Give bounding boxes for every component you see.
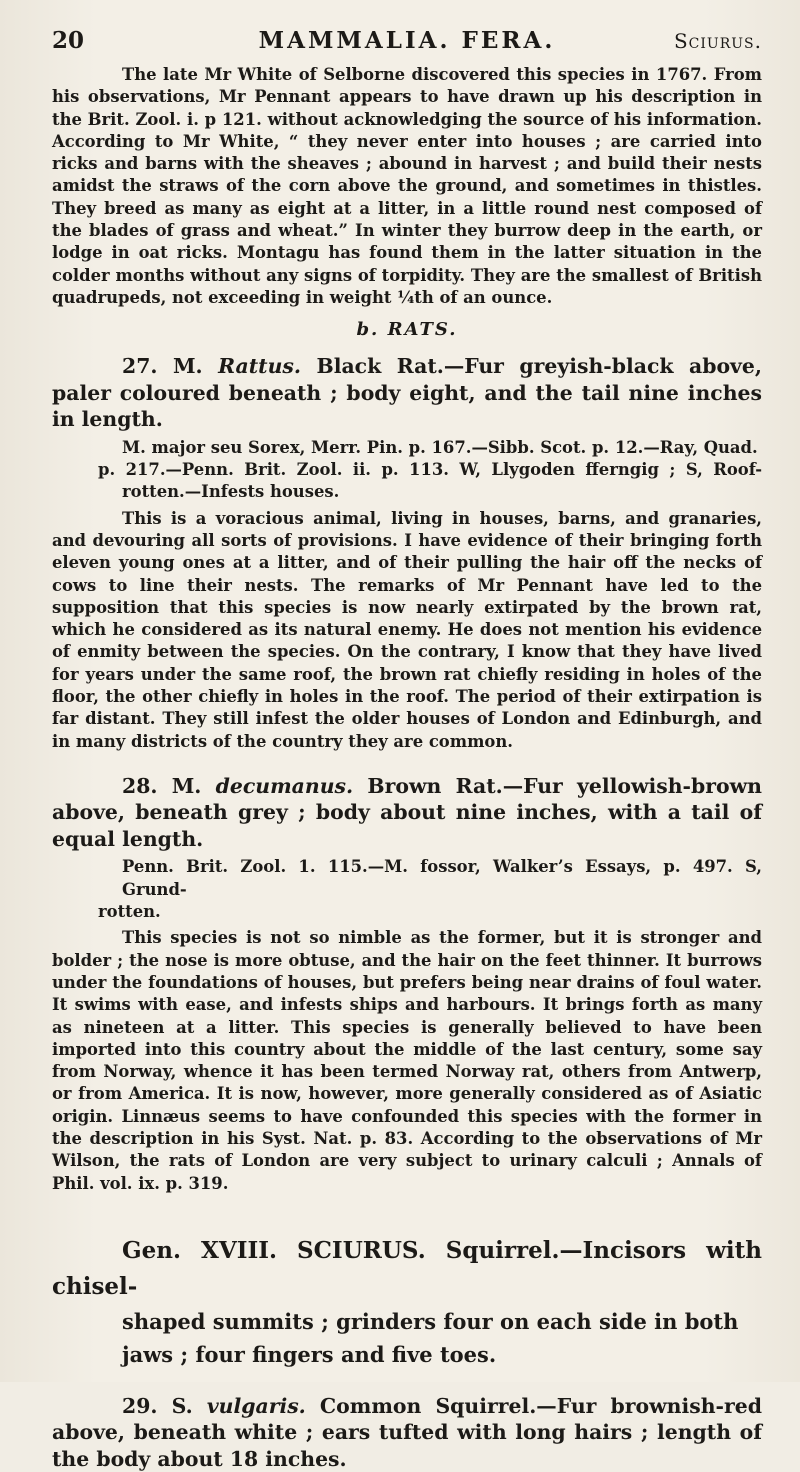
genus-diagnosis-start: Squirrel.—Incisors with chisel- xyxy=(52,1236,762,1300)
species-entry-27 xyxy=(52,353,762,753)
species-entry-29 xyxy=(52,1393,762,1472)
species-heading-29 xyxy=(52,1393,762,1472)
species-latin-name: decumanus. xyxy=(215,773,354,798)
running-head xyxy=(52,18,762,64)
species-body-27: This is a voracious animal, living in houses, barns, and granaries, and devouring all sorts of provisions. I have evidence of their bringing forth eleven young ones at a litter, and of their pulling the hair off the necks of cows to line their nests. The remarks of Mr Pennant have led to the supposition that this species is now nearly extirpated by the brown rat, which he considered as its natural enemy. He does not mention his evidence of enmity between the species. On the contrary, I know that they have lived for years under the same roof, the brown rat chiefly residing in holes of the floor, the other chiefly in holes in the roof. The period of their extirpation is far distant. They still infest the older houses of London and Edinburgh, and in many districts of the country they are common. xyxy=(52,508,762,751)
species-heading-27 xyxy=(52,353,762,433)
species-number: 29. S. xyxy=(122,1393,193,1418)
species-synonymy-27: M. major seu Sorex, Merr. Pin. p. 167.—Sibb. Scot. p. 12.—Ray, Quad. xyxy=(122,437,758,457)
running-title: MAMMALIA. FERA. xyxy=(258,27,556,54)
genus-diagnosis-cont: shaped summits ; grinders four on each side in both jaws ; four fingers and five toes. xyxy=(122,1308,739,1367)
intro-paragraph: The late Mr White of Selborne discovered this species in 1767. From his observations, Mr Pennant appears to have drawn up his description in the Brit. Zool. i. p 121. without acknowledging the source of his information. According to Mr White, “ they never enter into houses ; are carried into ricks and barns with the sheaves ; abound in harvest ; and build their nests amidst the straws of the corn above the ground, and sometimes in thistles. They breed as many as eight at a litter, in a little round nest composed of the blades of grass and wheat.” In winter they burrow deep in the earth, or lodge in oat ricks. Montagu has found them in the latter situation in the colder months without any signs of torpidity. They are the smallest of British quadrupeds, not exceeding in weight ¼th of an ounce. xyxy=(52,65,762,307)
genus-heading xyxy=(52,1233,762,1305)
species-synonymy-27-cont: p. 217.—Penn. Brit. Zool. ii. p. 113. W, Llygoden fferngig ; S, Roof-rotten.—Infests houses. xyxy=(98,460,762,502)
section-heading-rats: b. RATS. xyxy=(356,319,458,341)
species-synonymy-28: Penn. Brit. Zool. 1. 115.—M. fossor, Walker’s Essays, p. 497. S, Grund- xyxy=(122,857,762,899)
species-entry-28 xyxy=(52,773,762,1195)
species-latin-name: Rattus. xyxy=(218,354,301,379)
species-description: Black Rat.—Fur greyish-black above, paler coloured beneath ; body eight, and the tail nine inches in length. xyxy=(52,354,762,432)
species-body-28: This species is not so nimble as the former, but it is stronger and bolder ; the nose is more obtuse, and the hair on the feet thinner. It burrows under the foundations of houses, but prefers being near drains of foul water. It swims with ease, and infests ships and harbours. It brings forth as many as nineteen at a litter. This species is generally believed to have been imported into this country about the middle of the last century, some say from Norway, whence it has been termed Norway rat, others from Antwerp, or from America. It is now, however, more generally considered as of Asiatic origin. Linnæus seems to have confounded this species with the former in the description in his Syst. Nat. p. 83. According to the observations of Mr Wilson, the rats of London are very subject to urinary calculi ; Annals of Phil. vol. ix. p. 319. xyxy=(52,928,762,1193)
species-number: 27. M. xyxy=(122,354,203,379)
species-description: Brown Rat.—Fur yellowish-brown above, beneath grey ; body about nine inches, with a tail of equal length. xyxy=(52,773,762,851)
species-description: Common Squirrel.—Fur brownish-red above, beneath white ; ears tufted with long hairs ; length of the body about 18 inches. xyxy=(52,1393,762,1471)
species-synonymy-28-cont: rotten. xyxy=(98,902,161,922)
page-number: 20 xyxy=(52,27,85,54)
genus-label: Gen. XVIII. SCIURUS. xyxy=(122,1236,426,1264)
running-genus: Sciurus. xyxy=(673,29,762,53)
species-latin-name: vulgaris. xyxy=(206,1393,306,1418)
species-number: 28. M. xyxy=(122,773,202,798)
species-heading-28 xyxy=(52,773,762,853)
genus-entry-18 xyxy=(52,1233,762,1371)
